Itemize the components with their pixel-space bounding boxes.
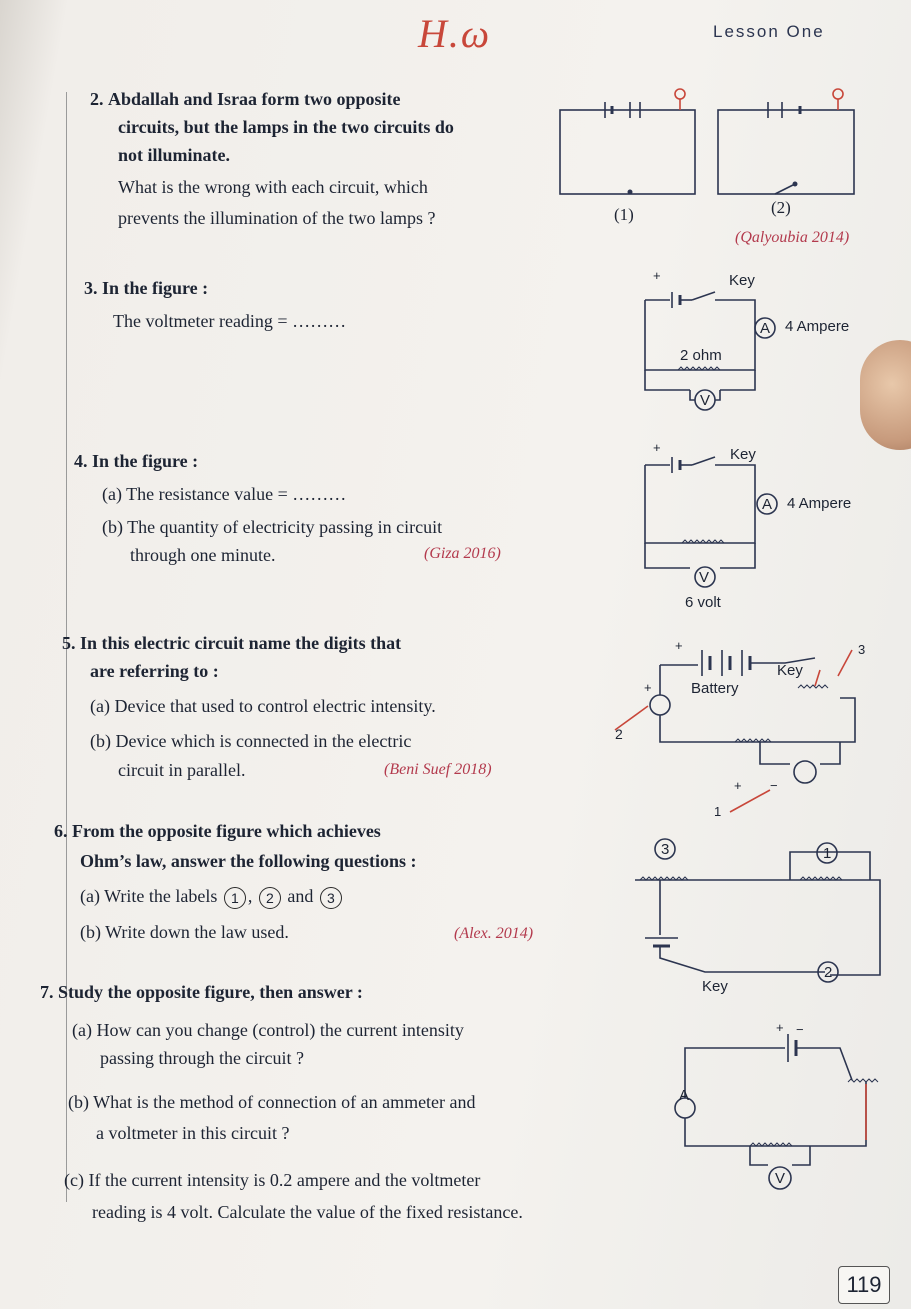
and-text: and: [287, 886, 314, 906]
current-label: 4 Ampere: [785, 318, 850, 335]
voltmeter-label: V: [700, 392, 711, 409]
question-part-c-cont: reading is 4 volt. Calculate the value of the fixed resistance.: [92, 1202, 523, 1222]
digit-2: 2: [615, 726, 623, 742]
figure-number-1: 1: [823, 845, 832, 862]
plus-sign: +: [644, 680, 652, 695]
question-subtext: What is the wrong with each circuit, which: [118, 177, 428, 197]
lesson-header: Lesson One: [713, 22, 825, 41]
plus-sign: +: [653, 268, 661, 283]
plus-sign: +: [776, 1020, 784, 1035]
question-text: not illuminate.: [118, 145, 231, 165]
question-title: In the figure :: [92, 451, 199, 471]
circled-number: 3: [320, 887, 342, 909]
ammeter-label: A: [762, 496, 773, 513]
question-6: [54, 816, 381, 846]
question-number: 6.: [54, 821, 68, 841]
resistor-label: 2 ohm: [680, 347, 722, 364]
question-text: The voltmeter reading = ………: [113, 311, 347, 331]
question-title: From the opposite figure which achieves: [72, 821, 381, 841]
lamp-icon: [650, 695, 670, 715]
plus-sign: +: [653, 440, 661, 455]
question-part-a: (a) How can you change (control) the current intensity: [72, 1020, 464, 1040]
ammeter-label: A: [760, 320, 771, 337]
source-citation: (Alex. 2014): [454, 925, 534, 942]
question-part-a: (a) Device that used to control electric intensity.: [90, 696, 436, 716]
question-part-a: (a) The resistance value = ………: [102, 484, 347, 504]
figure-label-2: (2): [771, 198, 791, 217]
question-title: In this electric circuit name the digits that: [80, 633, 402, 653]
question-number: 5.: [62, 633, 76, 653]
q6-circuit-figure: [630, 840, 890, 990]
question-text: Abdallah and Israa form two opposite: [108, 89, 401, 109]
question-part-b: (b) Device which is connected in the electric: [90, 731, 412, 751]
key-label: Key: [730, 446, 756, 463]
plus-sign: +: [734, 778, 742, 793]
source-citation: (Qalyoubia 2014): [735, 229, 850, 246]
handwritten-note: H.ω: [418, 11, 492, 56]
question-number: 3.: [84, 278, 98, 298]
circuit-2-loop: [718, 110, 854, 194]
page-number: 119: [838, 1266, 890, 1304]
question-part-b: (b) The quantity of electricity passing in circuit: [102, 517, 443, 537]
question-part-b-cont: a voltmeter in this circuit ?: [96, 1123, 290, 1143]
digit-1: 1: [714, 804, 722, 819]
q2-circuits-figure: [550, 80, 870, 240]
plus-sign: +: [675, 638, 683, 653]
question-part-b-cont: circuit in parallel.: [118, 760, 246, 780]
question-part-a-cont: passing through the circuit ?: [100, 1048, 304, 1068]
circled-number: 1: [224, 887, 246, 909]
voltmeter-icon: [794, 761, 816, 783]
key-label: Key: [702, 978, 728, 995]
voltmeter-label: V: [775, 1170, 786, 1187]
question-number: 4.: [74, 451, 88, 471]
question-number: 2.: [90, 89, 104, 109]
q3-circuit-figure: [630, 270, 860, 420]
lamp-2-icon: [833, 89, 843, 99]
minus-sign: −: [796, 1022, 804, 1037]
voltage-label: 6 volt: [685, 594, 721, 611]
question-number: 7.: [40, 982, 54, 1002]
question-4: [74, 446, 198, 476]
source-citation: (Beni Suef 2018): [384, 761, 492, 778]
question-part-b-cont: through one minute.: [130, 545, 276, 565]
question-title: Study the opposite figure, then answer :: [58, 982, 363, 1002]
q4-circuit-figure: [630, 445, 860, 595]
question-title: In the figure :: [102, 278, 209, 298]
battery-label: Battery: [691, 680, 739, 697]
comma: ,: [247, 886, 253, 906]
voltmeter-label: V: [699, 569, 710, 586]
question-part-a: [80, 881, 344, 911]
figure-number-3: 3: [661, 841, 670, 858]
q5-circuit-figure: [610, 640, 880, 820]
minus-sign: −: [770, 778, 778, 793]
key-label: Key: [777, 662, 803, 679]
figure-number-2: 2: [824, 964, 833, 981]
current-label: 4 Ampere: [787, 495, 852, 512]
figure-label-1: (1): [614, 205, 634, 224]
circled-number: 2: [259, 887, 281, 909]
key-label: Key: [729, 272, 755, 289]
question-title-cont: are referring to :: [90, 661, 219, 681]
question-text: circuits, but the lamps in the two circuits do: [118, 117, 454, 137]
question-subtext: prevents the illumination of the two lamps ?: [118, 208, 436, 228]
question-2: [90, 84, 510, 114]
question-5: [62, 628, 401, 658]
source-citation: (Giza 2016): [424, 545, 501, 562]
question-7: [40, 977, 363, 1007]
part-a-text: (a) Write the labels: [80, 886, 218, 906]
ammeter-label: A: [679, 1087, 690, 1104]
question-part-c: (c) If the current intensity is 0.2 ampere and the voltmeter: [64, 1170, 481, 1190]
question-title-cont: Ohm’s law, answer the following questions :: [80, 851, 417, 871]
question-part-b: (b) What is the method of connection of an ammeter and: [68, 1092, 476, 1112]
circuit-1-loop: [560, 110, 695, 194]
lamp-1-icon: [675, 89, 685, 99]
question-part-b: (b) Write down the law used.: [80, 922, 289, 942]
question-3: [84, 273, 208, 303]
thumb-photo: [860, 340, 911, 450]
digit-3: 3: [858, 642, 866, 657]
